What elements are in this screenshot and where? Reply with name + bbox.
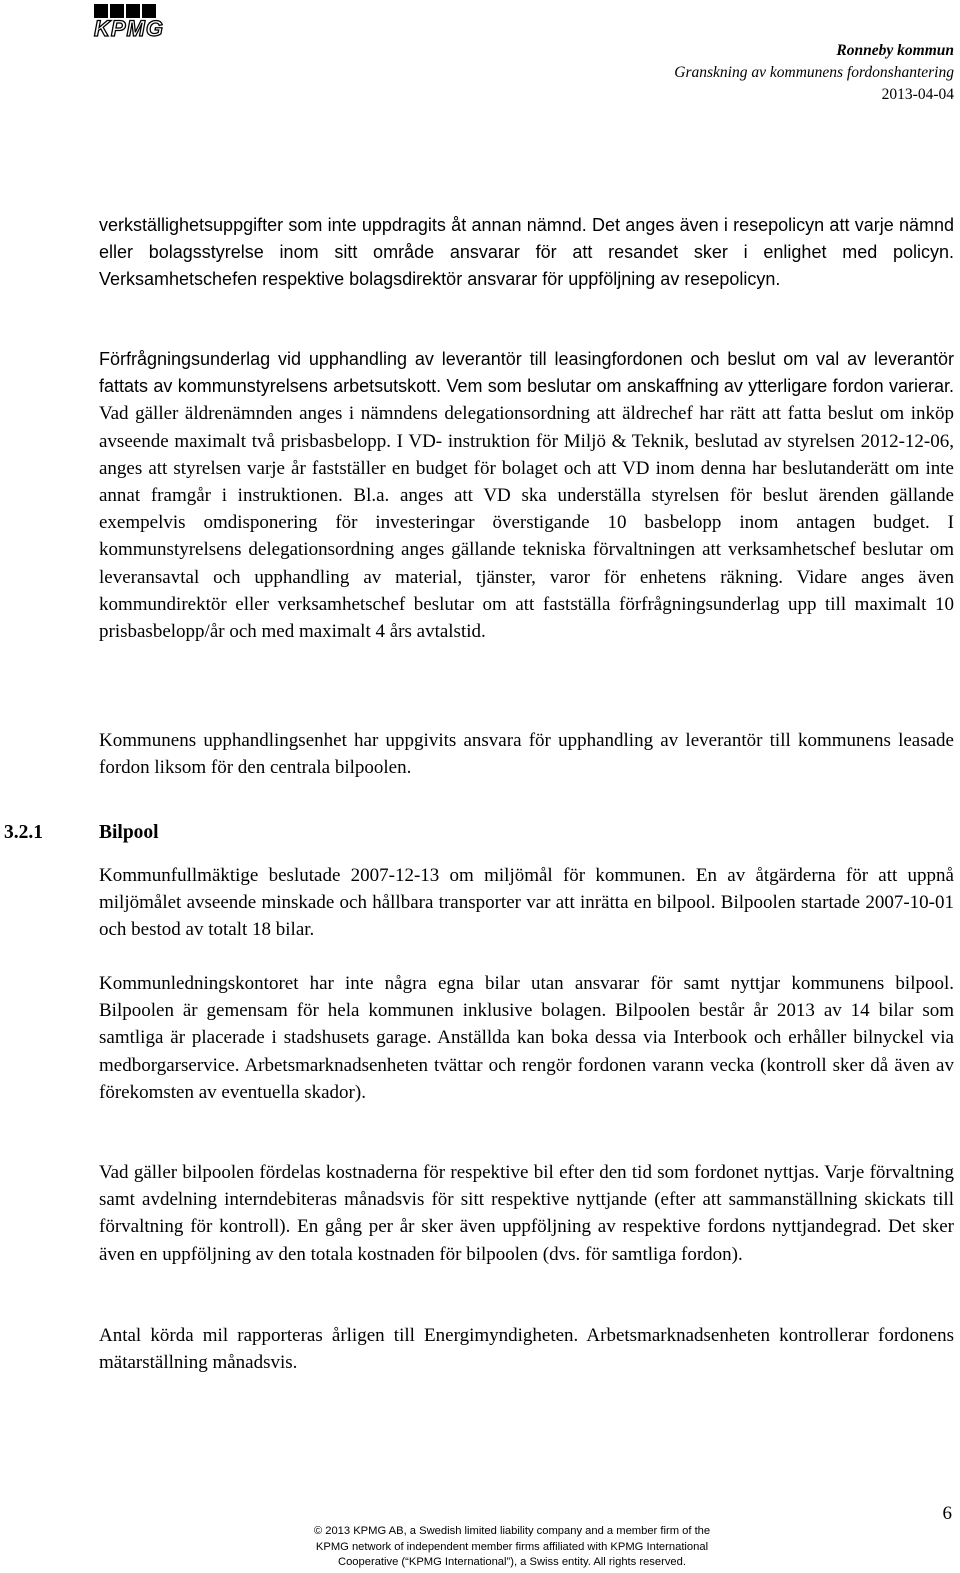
report-subtitle: Granskning av kommunens fordonshantering [674, 64, 954, 81]
paragraph-resepolicy: verkställighetsuppgifter som inte uppdragits åt annan nämnd. Det anges även i resepolicyn att varje nämnd eller bolagsstyrelse inom sitt område ansvarar för att resandet sker i enlighet med policyn. Verksamhetschefen respektive bolagsdirektör ansvarar för uppföljning av resepolicyn. [99, 215, 954, 290]
paragraph-procurement-unit: Kommunens upphandlingsenhet har uppgivits ansvara för upphandling av leverantör till kommunens leasade fordon liksom för den centrala bilpoolen. [99, 730, 954, 779]
footer-line: KPMG network of independent member firms affiliated with KPMG International [315, 1540, 709, 1553]
paragraph-bilpool-organization: Kommunledningskontoret har inte några egna bilar utan ansvarar för samt nyttjar kommunens bilpool. Bilpoolen är gemensam för hela kommunen inklusive bolagen. Bilpoolen består år 2013 av 14 bilar som samtliga är placerade i stadshusets garage. Anställda kan boka dessa via Interbook och erhåller bilnyckel via medborgarservice. Arbetsmarknadsenheten tvättar och rengör fordonen varann vecka (kontroll sker då även av förekomsten av eventuella skador). [99, 973, 954, 1103]
svg-text:KPMG: KPMG [94, 16, 164, 41]
paragraph-procurement-intro: Förfrågningsunderlag vid upphandling av leverantör till leasingfordonen och beslut om val av leverantör fattats av kommunstyrelsens arbetsutskott. Vem som beslutar om anskaffning av ytterligare fordon varierar. [99, 349, 954, 397]
paragraph-bilpool-reporting: Antal körda mil rapporteras årligen till Energimyndigheten. Arbetsmarknadsenheten kontrollerar fordonens mätarställning månadsvis. [99, 1325, 954, 1374]
report-date: 2013-04-04 [881, 86, 954, 103]
document-header [674, 40, 954, 106]
paragraph-bilpool-history: Kommunfullmäktige beslutade 2007-12-13 om miljömål för kommunen. En av åtgärderna för att uppnå miljömålet avseende minskade och hållbara transporter var att inrätta en bilpool. Bilpoolen startade 2007-10-01 och bestod av totalt 18 bilar. [99, 865, 954, 941]
paragraph-procurement-decisions [99, 346, 954, 645]
section-number: 3.2.1 [4, 822, 43, 843]
kpmg-logo [92, 2, 184, 42]
section-title: Bilpool [99, 822, 159, 843]
organization-name: Ronneby kommun [836, 42, 954, 59]
paragraph-bilpool-costs: Vad gäller bilpoolen fördelas kostnaderna för respektive bil efter den tid som fordonet nyttjas. Varje förvaltning samt avdelning interndebiteras månadsvis för sitt respektive nyttjande (efter att sammanställning skickats till förvaltning för kontroll). En gång per år sker även uppföljning av respektive fordons nyttjandegrad. Det sker även en uppföljning av den totala kostnaden för bilpoolen (dvs. för samtliga fordon). [99, 1162, 954, 1265]
copyright-footer [292, 1524, 732, 1571]
footer-line: © 2013 KPMG AB, a Swedish limited liability company and a member firm of the [313, 1525, 711, 1537]
footer-line: Cooperative (“KPMG International”), a Swiss entity. All rights reserved. [338, 1556, 686, 1568]
page-number: 6 [942, 1503, 952, 1524]
paragraph-procurement-delegation: Vad gäller äldrenämnden anges i nämndens delegationsordning att äldrechef har rätt att fatta beslut om inköp avseende maximalt två prisbasbelopp. I VD- instruktion för Miljö & Teknik, beslutad av styrelsen 2012-12-06, anges att styrelsen varje år fastställer en budget för bolaget och att VD inom denna har beslutanderätt om inte annat framgår i instruktionen. Bl.a. anges att VD ska underställa styrelsen för beslut ärenden gällande exempelvis omdisponering för investeringar överstigande 10 basbelopp inom antagen budget. I kommunstyrelsens delegationsordning anges gällande tekniska förvaltningen att verksamhetschef beslutar om leveransavtal och upphandling av material, tjänster, varor för enhetens räkning. Vidare anges även kommundirektör eller verksamhetschef beslutar om att fastställa förfrågningsunderlag upp till maximalt 10 prisbasbelopp/år och med maximalt 4 års avtalstid. [99, 403, 954, 643]
